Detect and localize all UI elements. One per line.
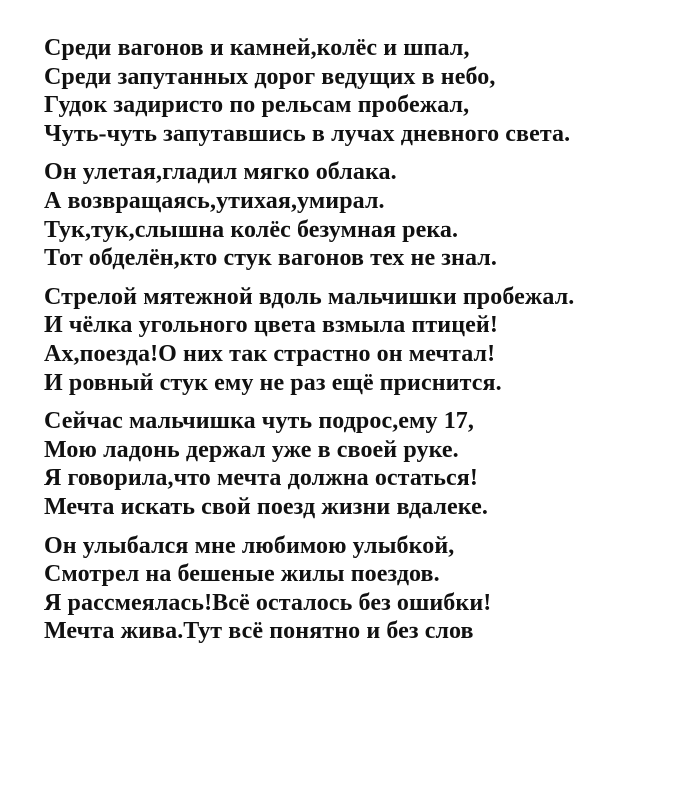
poem-text xyxy=(44,34,684,656)
poem-line: Я говорила,что мечта должна остаться! xyxy=(44,465,478,492)
stanza-3 xyxy=(44,283,684,397)
poem-line: Мою ладонь держал уже в своей руке. xyxy=(44,436,459,463)
poem-line: Тот обделён,кто стук вагонов тех не знал. xyxy=(44,245,497,272)
poem-line: Стрелой мятежной вдоль мальчишки пробежал. xyxy=(44,283,575,310)
poem-line: Смотрел на бешеные жилы поездов. xyxy=(44,561,440,588)
poem-line: И ровный стук ему не раз ещё приснится. xyxy=(44,369,502,396)
poem-line: Он улыбался мне любимою улыбкой, xyxy=(44,532,455,559)
poem-line: Мечта искать свой поезд жизни вдалеке. xyxy=(44,493,488,520)
stanza-1 xyxy=(44,34,684,148)
poem-line: Ах,поезда!О них так страстно он мечтал! xyxy=(44,340,496,367)
poem-line: И чёлка угольного цвета взмыла птицей! xyxy=(44,312,498,339)
poem-line: Он улетая,гладил мягко облака. xyxy=(44,159,397,186)
poem-line: Среди запутанных дорог ведущих в небо, xyxy=(44,63,496,90)
poem-line: Сейчас мальчишка чуть подрос,ему 17, xyxy=(44,408,474,435)
stanza-5 xyxy=(44,532,684,646)
poem-line: Тук,тук,слышна колёс безумная река. xyxy=(44,216,459,243)
poem-line: Я рассмеялась!Всё осталось без ошибки! xyxy=(44,589,492,616)
stanza-4 xyxy=(44,407,684,521)
poem-line: Чуть-чуть запутавшись в лучах дневного света. xyxy=(44,120,571,147)
poem-line: Среди вагонов и камней,колёс и шпал, xyxy=(44,35,470,61)
stanza-2 xyxy=(44,158,684,272)
poem-line: Гудок задиристо по рельсам пробежал, xyxy=(44,92,470,119)
poem-line: А возвращаясь,утихая,умирал. xyxy=(44,187,385,214)
poem-line: Мечта жива.Тут всё понятно и без слов xyxy=(44,618,474,645)
